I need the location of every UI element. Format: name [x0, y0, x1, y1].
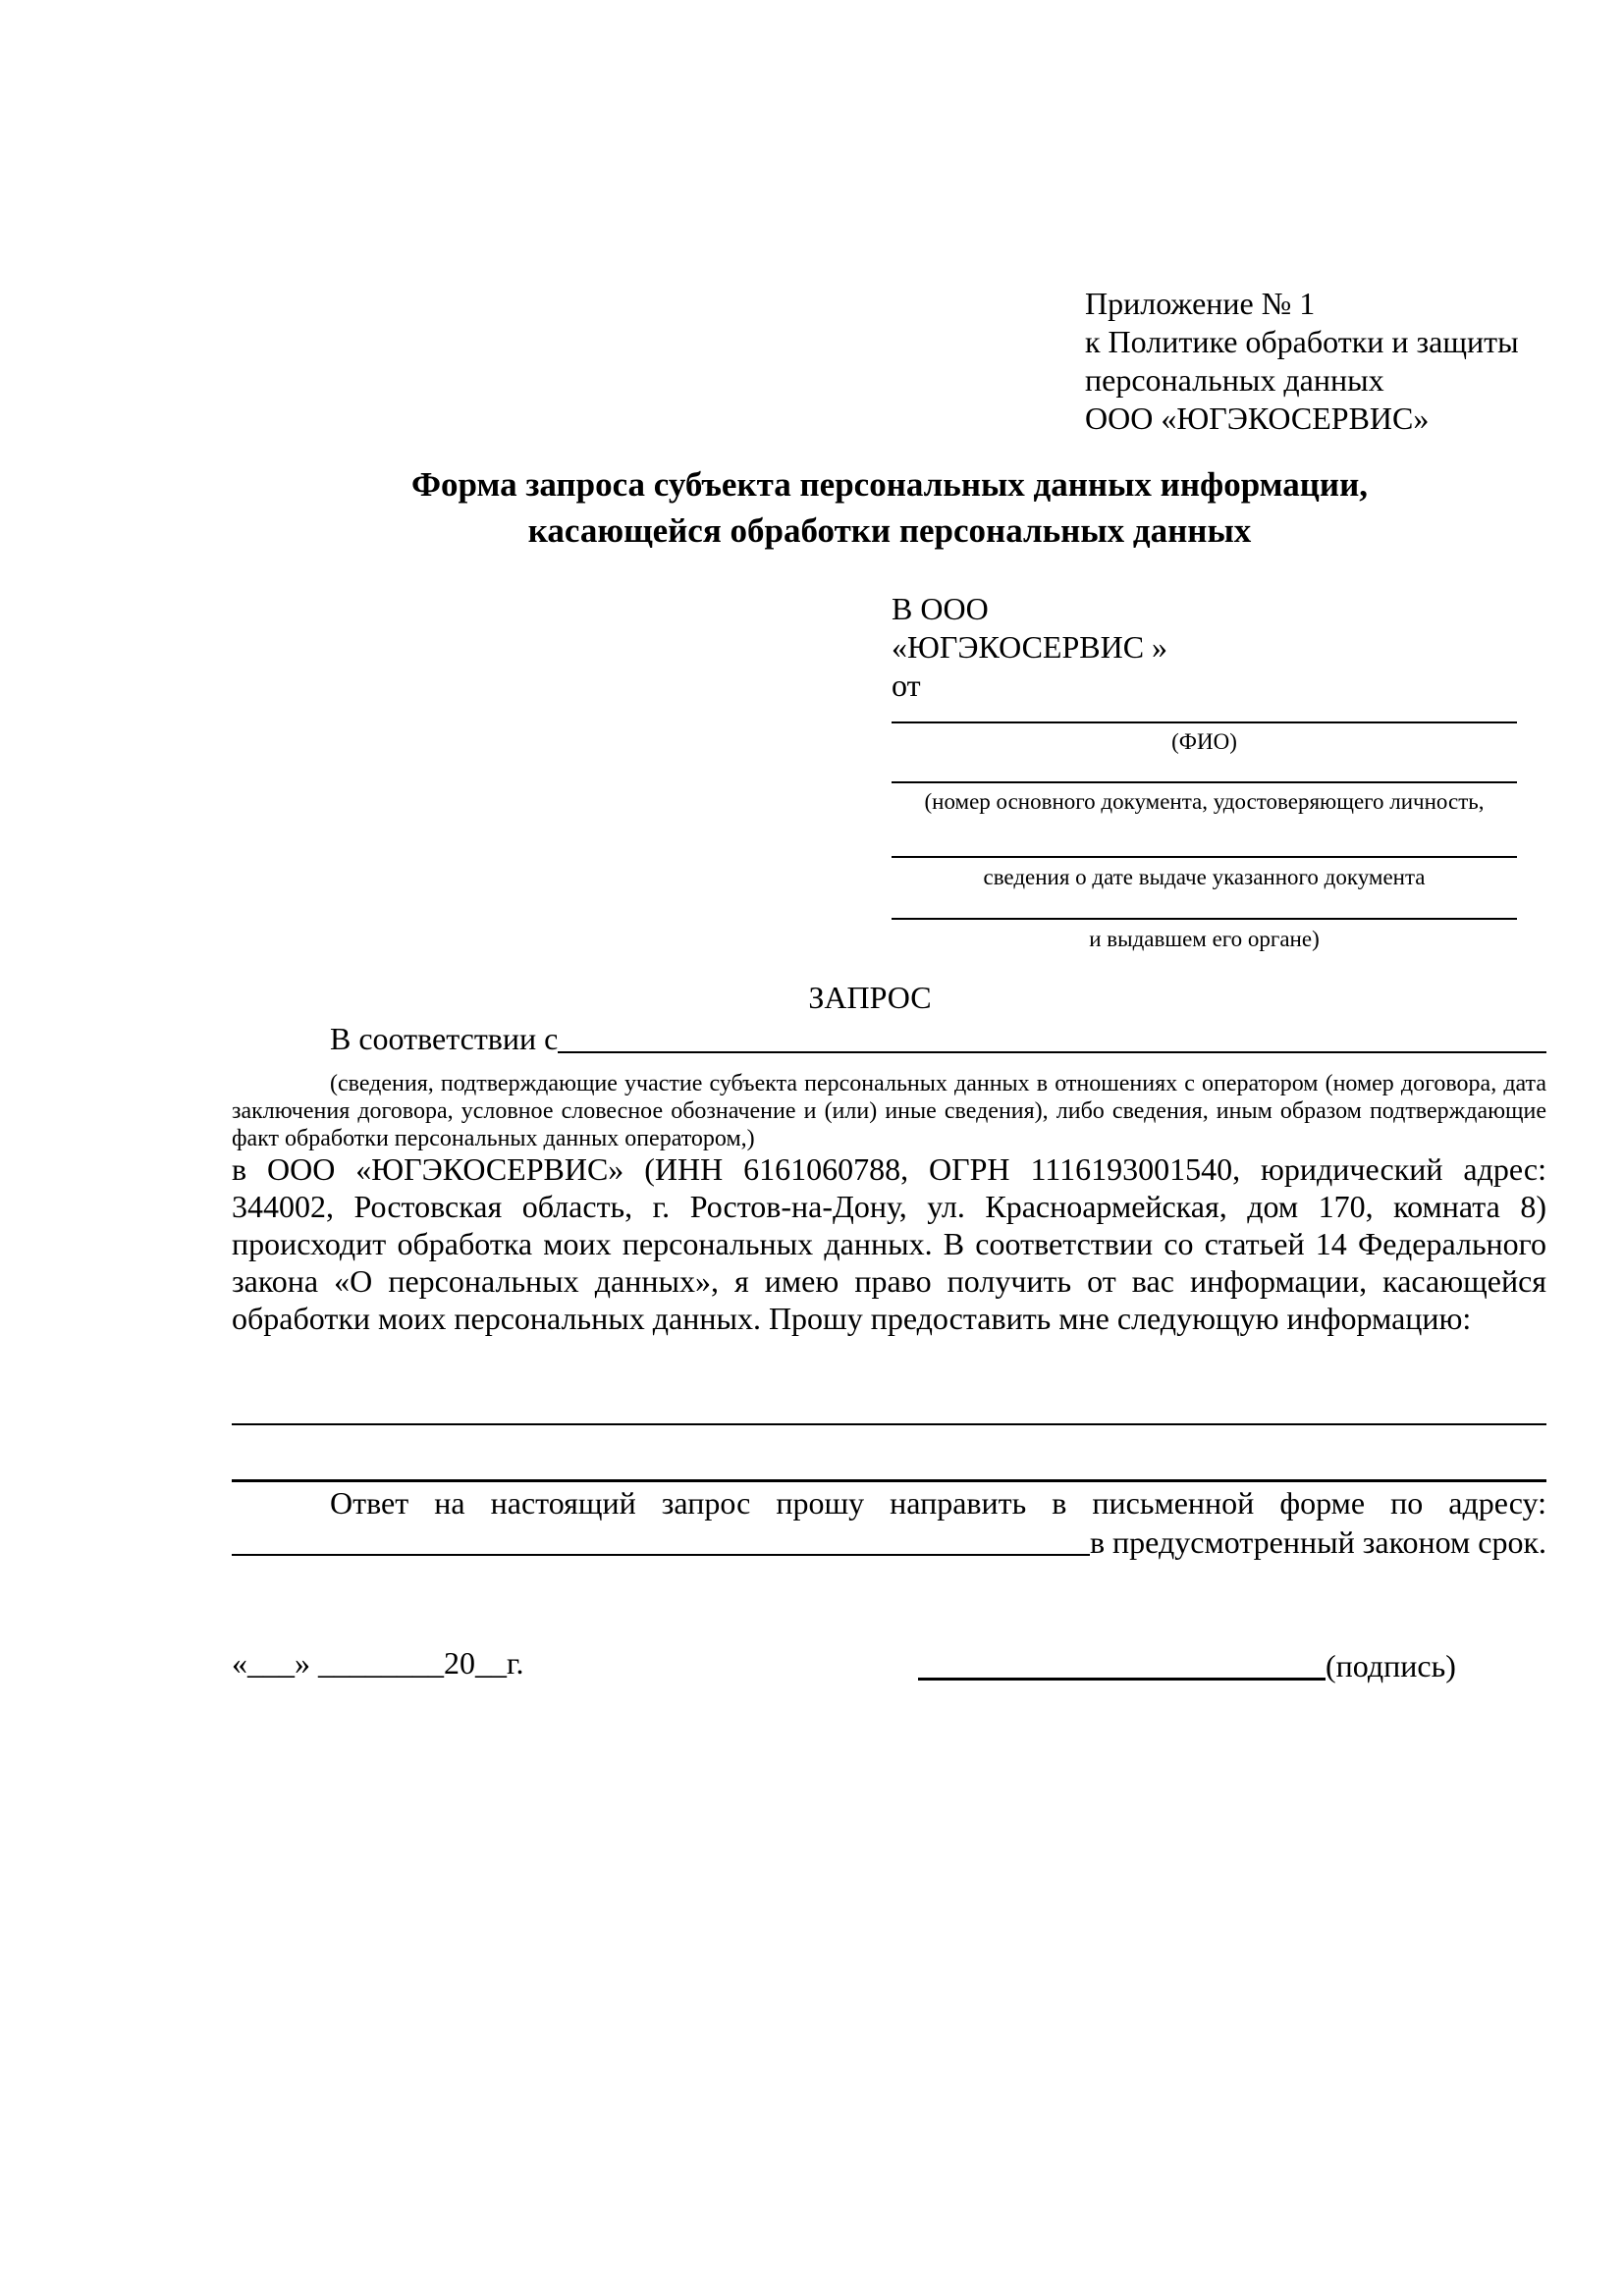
- fio-caption: (ФИО): [1171, 729, 1237, 754]
- doc-number-caption: (номер основного документа, удостоверяющего личность,: [924, 789, 1485, 814]
- fio-blank-line: [892, 721, 1517, 723]
- annex-line: к Политике обработки и защиты: [1085, 324, 1519, 359]
- doc-date-caption: сведения о дате выдаче указанного документа: [983, 865, 1426, 889]
- page-title-line1: Форма запроса субъекта персональных данных информации,: [410, 465, 1369, 504]
- info-blank-line-2: [232, 1479, 1546, 1482]
- annex-line: персональных данных: [1085, 362, 1384, 398]
- reply-tail: в предусмотренный законом срок.: [1089, 1524, 1546, 1560]
- doc-authority-blank-line: [892, 918, 1517, 920]
- request-heading: ЗАПРОС: [808, 980, 932, 1015]
- signature-block: [918, 1645, 1456, 1684]
- info-blank-line-1: [232, 1423, 1546, 1425]
- doc-date-blank-line: [892, 856, 1517, 858]
- intro-blank-line: [558, 1051, 1546, 1053]
- address-blank-line: [232, 1554, 1090, 1556]
- intro-note: (сведения, подтверждающие участие субъекта персональных данных в отношениях с оператором (номер договора, дата заключения договора, условное словесное обозначение и (или) иные сведения), либо сведения, иным образом подтверждающие факт обработки персональных данных оператором,): [232, 1071, 1546, 1151]
- intro-row: [232, 1019, 1546, 1058]
- annex-line: ООО «ЮГЭКОСЕРВИС»: [1085, 400, 1430, 436]
- doc-number-blank-line: [892, 781, 1517, 783]
- address-row: [232, 1523, 1546, 1561]
- annex-block: [1085, 285, 1519, 438]
- intro-label: В соответствии с: [330, 1021, 559, 1056]
- signature-blank-line: [918, 1678, 1326, 1681]
- reply-paragraph: Ответ на настоящий запрос прошу направить в письменной форме по адресу:: [330, 1485, 1546, 1521]
- body-paragraph: в ООО «ЮГЭКОСЕРВИС» (ИНН 6161060788, ОГРН 1116193001540, юридический адрес: 344002, Ростовская область, г. Ростов-на-Дону, ул. Красноармейская, дом 170, комната 8) происходит обработка моих персональных данных. В соответствии со статьей 14 Федерального закона «О персональных данных», я имею право получить от вас информации, касающейся обработки моих персональных данных. Прошу предоставить мне следующую информацию:: [232, 1151, 1546, 1336]
- page-title: [232, 461, 1547, 554]
- recipient-org-line1: В ООО: [892, 591, 989, 626]
- recipient-from-label: от: [892, 667, 921, 703]
- page-title-line2: касающейся обработки персональных данных: [527, 511, 1252, 550]
- recipient-block: [892, 590, 1167, 705]
- date-field: «___» ________20__г.: [232, 1645, 524, 1681]
- annex-line: Приложение № 1: [1085, 286, 1316, 321]
- recipient-org-line2: «ЮГЭКОСЕРВИС »: [892, 629, 1168, 665]
- doc-authority-caption: и выдавшем его органе): [1089, 927, 1320, 951]
- signature-caption: (подпись): [1326, 1648, 1456, 1683]
